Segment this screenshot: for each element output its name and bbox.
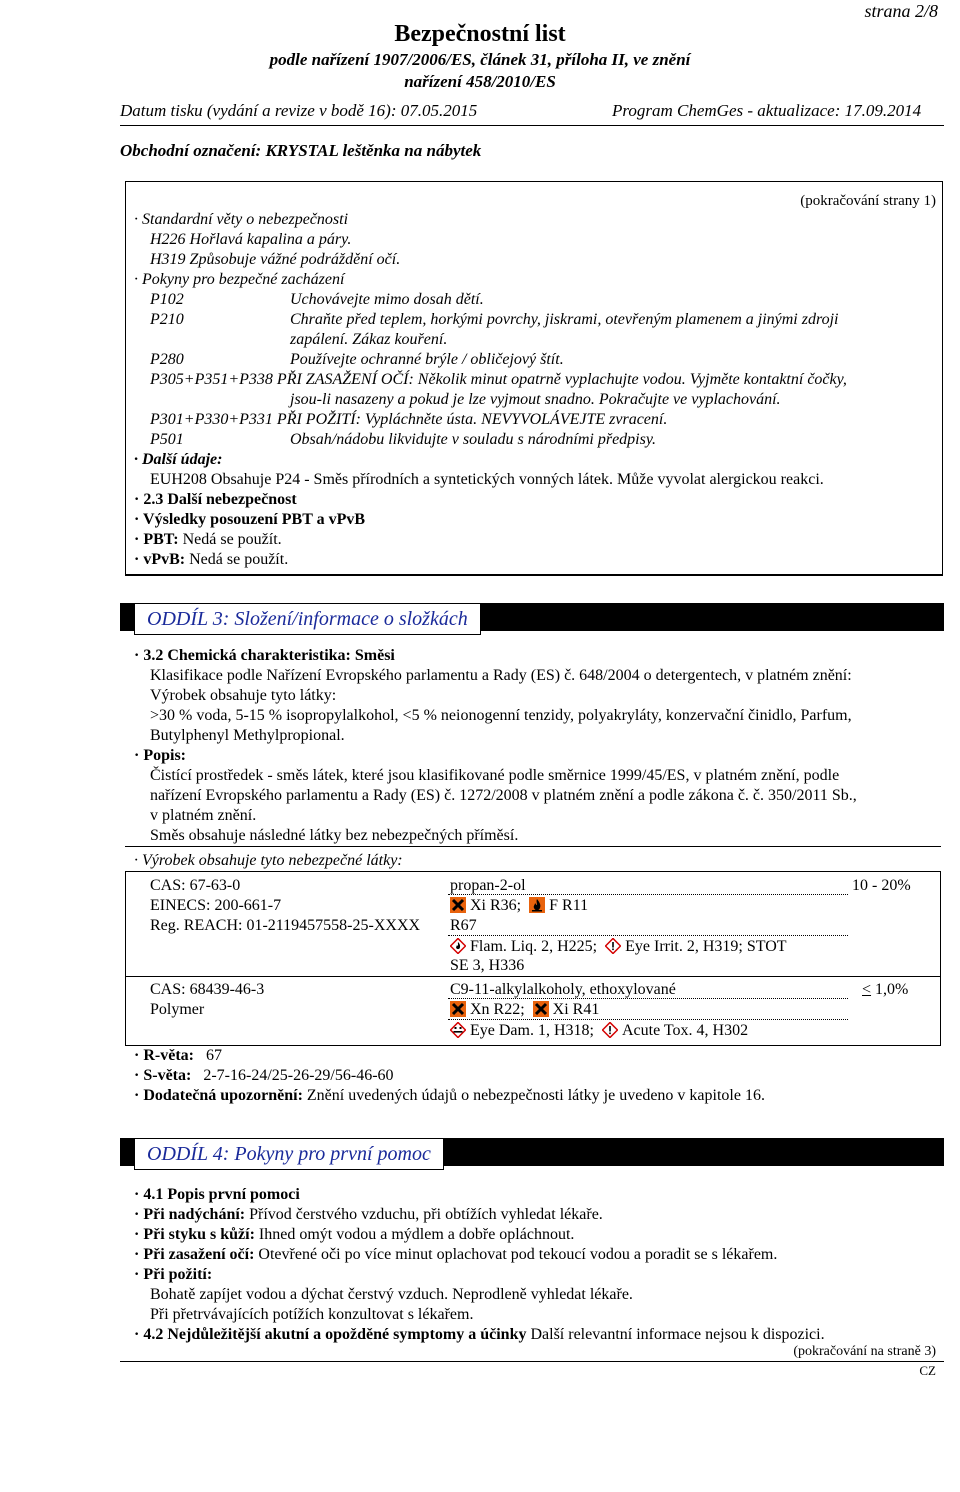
row1-clp-1: Flam. Liq. 2, H225; — [470, 938, 598, 955]
section-4-2 — [134, 1325, 825, 1344]
harmful-x-icon — [450, 1001, 466, 1017]
description-text: Čistící prostředek - směs látek, které jsou klasifikované podle směrnice 1999/45/ES, v platném znění, podle — [150, 767, 840, 784]
p301-text: P301+P330+P331 PŘI POŽITÍ: Vypláchněte ústa. NEVYVOLÁVEJTE zvracení. — [150, 411, 668, 428]
row1-einecs: EINECS: 200-661-7 — [150, 897, 282, 914]
row1-name: propan-2-ol — [450, 877, 526, 894]
header-rule — [120, 125, 944, 126]
vpvb-line — [134, 550, 288, 569]
hazardous-heading: · Výrobek obsahuje tyto nebezpečné látky: — [134, 852, 403, 869]
substances-line: >30 % voda, 5-15 % isopropylalkohol, <5 % neionogenní tenzidy, polyakryláty, konzervační činidlo, Parfum, — [150, 707, 852, 724]
ingestion-text: Bohatě zapíjet vodou a dýchat čerstvý vzduch. Neprodleně vyhledat lékaře. — [150, 1286, 633, 1303]
document-subtitle: podle nařízení 1907/2006/ES, článek 31, příloha II, ve znění — [269, 50, 691, 69]
additional-notes-label: · Dodatečná upozornění: — [134, 1087, 303, 1104]
page-number: strana 2/8 — [864, 1, 938, 21]
eye-contact-label: · Při zasažení očí: — [134, 1246, 255, 1263]
pbt-value: Nedá se použít. — [182, 531, 282, 548]
exclamation-icon — [605, 938, 621, 954]
pbt-label: · PBT: — [134, 531, 179, 548]
pbt-line — [134, 530, 282, 549]
s-phrase-label: · S-věta: — [134, 1067, 192, 1084]
eye-contact — [134, 1245, 777, 1264]
r-phrase — [134, 1046, 222, 1065]
description-text-3: v platném znění. — [150, 807, 257, 824]
p501-text: Obsah/nádobu likvidujte v souladu s národními předpisy. — [290, 431, 657, 448]
row2-clp-1: Eye Dam. 1, H318; — [470, 1022, 594, 1039]
row1-dots-2 — [448, 935, 848, 936]
exclamation-icon — [602, 1022, 618, 1038]
section-4-1: · 4.1 Popis první pomoci — [134, 1186, 300, 1203]
vpvb-value: Nedá se použít. — [189, 551, 289, 568]
section3-heading: ODDÍL 3: Složení/informace o složkách — [134, 603, 481, 635]
inhalation-value: Přívod čerstvého vzduchu, při obtížích vyhledat lékaře. — [249, 1206, 603, 1223]
section4-heading: ODDÍL 4: Pokyny pro první pomoc — [134, 1138, 444, 1170]
pbt-heading: · Výsledky posouzení PBT a vPvB — [134, 511, 366, 528]
p305-text-2: jsou-li nasazeny a pokud je lze vyjmout snadno. Pokračujte ve vyplachování. — [290, 391, 781, 408]
row1-reach: Reg. REACH: 01-2119457558-25-XXXX — [150, 917, 421, 934]
substances-line-2: Butylphenyl Methylpropional. — [150, 727, 345, 744]
skin-contact — [134, 1225, 574, 1244]
flame-icon — [529, 897, 545, 913]
row1-dots-1 — [448, 894, 848, 895]
corrosion-icon — [450, 1022, 466, 1038]
mixture-note: Směs obsahuje následné látky bez nebezpečných příměsí. — [150, 827, 519, 844]
row2-clp — [450, 1021, 748, 1040]
precautions-heading: · Pokyny pro bezpečné zacházení — [134, 271, 345, 288]
program-version: Program ChemGes - aktualizace: 17.09.2014 — [612, 101, 922, 120]
s-phrase — [134, 1066, 394, 1085]
section-4-2-value: Další relevantní informace nejsou k dispozici. — [530, 1326, 825, 1343]
table-top-rule — [125, 846, 941, 847]
skin-contact-label: · Při styku s kůží: — [134, 1226, 255, 1243]
h226: H226 Hořlavá kapalina a páry. — [150, 231, 352, 248]
less-equal-icon: < — [862, 981, 872, 998]
trade-name: Obchodní označení: KRYSTAL leštěnka na nábytek — [120, 141, 482, 160]
row2-clp-2: Acute Tox. 4, H302 — [621, 1022, 749, 1039]
product-contains: Výrobek obsahuje tyto látky: — [150, 687, 337, 704]
harmful-x-icon — [450, 897, 466, 913]
inhalation-label: · Při nadýchání: — [134, 1206, 246, 1223]
continuation-bottom: (pokračování na straně 3) — [793, 1344, 936, 1359]
p102-text: Uchovávejte mimo dosah dětí. — [290, 291, 484, 308]
irritant-x-icon — [533, 1001, 549, 1017]
row2-dsd — [450, 1000, 599, 1019]
additional-notes-value: Znění uvedených údajů o nebezpečnosti látky je uvedeno v kapitole 16. — [306, 1087, 765, 1104]
p102-code: P102 — [150, 291, 184, 308]
p210-text: Chraňte před teplem, horkými povrchy, jiskrami, otevřeným plamenem a jinými zdroji — [290, 311, 839, 328]
p210-code: P210 — [150, 311, 184, 328]
row1-cas: CAS: 67-63-0 — [150, 877, 241, 894]
ghs-flame-icon — [450, 938, 466, 954]
p305-text: P305+P351+P338 PŘI ZASAŽENÍ OČÍ: Několik minut opatrně vyplachujte vodou. Vyjměte kontaktní čočky, — [150, 371, 847, 388]
row2-dsd-1: Xn R22; — [470, 1001, 525, 1018]
standard-phrases-heading: · Standardní věty o nebezpečnosti — [134, 211, 349, 228]
row2-concentration-value: 1,0% — [875, 981, 909, 998]
row-separator — [125, 976, 941, 977]
continuation-top: (pokračování strany 1) — [800, 193, 936, 209]
row1-clp — [450, 937, 787, 956]
row2-name: C9-11-alkylalkoholy, ethoxylované — [450, 981, 676, 998]
vpvb-label: · vPvB: — [134, 551, 186, 568]
section-4-2-label: · 4.2 Nejdůležitější akutní a opožděné symptomy a účinky — [134, 1326, 527, 1343]
row1-clp-3: SE 3, H336 — [450, 957, 525, 974]
ingestion-text-2: Při přetrvávajících potížích konzultovat s lékařem. — [150, 1306, 474, 1323]
r-phrase-value: 67 — [205, 1047, 222, 1064]
euh208: EUH208 Obsahuje P24 - Směs přírodních a syntetických vonných látek. Může vyvolat alergickou reakci. — [150, 471, 824, 488]
row2-dots-1 — [448, 998, 848, 999]
section-3-2: · 3.2 Chemická charakteristika: Směsi — [134, 647, 395, 664]
description-heading: · Popis: — [134, 747, 187, 764]
row1-dsd-2: F R11 — [549, 897, 589, 914]
row2-dots-2 — [448, 1019, 848, 1020]
row2-dsd-2: Xi R41 — [552, 1001, 600, 1018]
p280-code: P280 — [150, 351, 184, 368]
document-title: Bezpečnostní list — [394, 21, 566, 47]
s-phrase-value: 2-7-16-24/25-26-29/56-46-60 — [203, 1067, 394, 1084]
p280-text: Používejte ochranné brýle / obličejový štít. — [290, 351, 564, 368]
p210-text-2: zapálení. Zákaz kouření. — [290, 331, 448, 348]
row1-dsd-1: Xi R36; — [470, 897, 522, 914]
skin-contact-value: Ihned omýt vodou a mýdlem a dobře opláchnout. — [258, 1226, 575, 1243]
other-info-heading: · Další údaje: — [134, 451, 223, 468]
row2-cas: CAS: 68439-46-3 — [150, 981, 265, 998]
row1-dsd — [450, 896, 588, 915]
section-2-3: · 2.3 Další nebezpečnost — [134, 491, 297, 508]
footer-rule — [120, 1361, 944, 1362]
row1-dsd-3: R67 — [450, 917, 477, 934]
h319: H319 Způsobuje vážné podráždění očí. — [150, 251, 401, 268]
row1-clp-2: Eye Irrit. 2, H319; STOT — [625, 938, 787, 955]
inhalation — [134, 1205, 603, 1224]
row2-polymer: Polymer — [150, 1001, 205, 1018]
ingestion-label: · Při požití: — [134, 1266, 213, 1283]
p501-code: P501 — [150, 431, 184, 448]
row2-concentration — [862, 980, 908, 999]
row1-concentration: 10 - 20% — [852, 877, 911, 894]
eye-contact-value: Otevřené oči po více minut oplachovat pod tekoucí vodou a poradit se s lékařem. — [258, 1246, 778, 1263]
additional-notes — [134, 1086, 765, 1105]
classification-text: Klasifikace podle Nařízení Evropského parlamentu a Rady (ES) č. 648/2004 o detergentech, v platném znění: — [150, 667, 852, 684]
print-date: Datum tisku (vydání a revize v bodě 16): 07.05.2015 — [120, 101, 478, 120]
r-phrase-label: · R-věta: — [134, 1047, 194, 1064]
language-code: CZ — [919, 1363, 936, 1378]
description-text-2: nařízení Evropského parlamentu a Rady (ES) č. 1272/2008 v platném znění a podle zákona č. č. 350/2011 Sb., — [150, 787, 857, 804]
document-subtitle-2: nařízení 458/2010/ES — [404, 72, 556, 91]
